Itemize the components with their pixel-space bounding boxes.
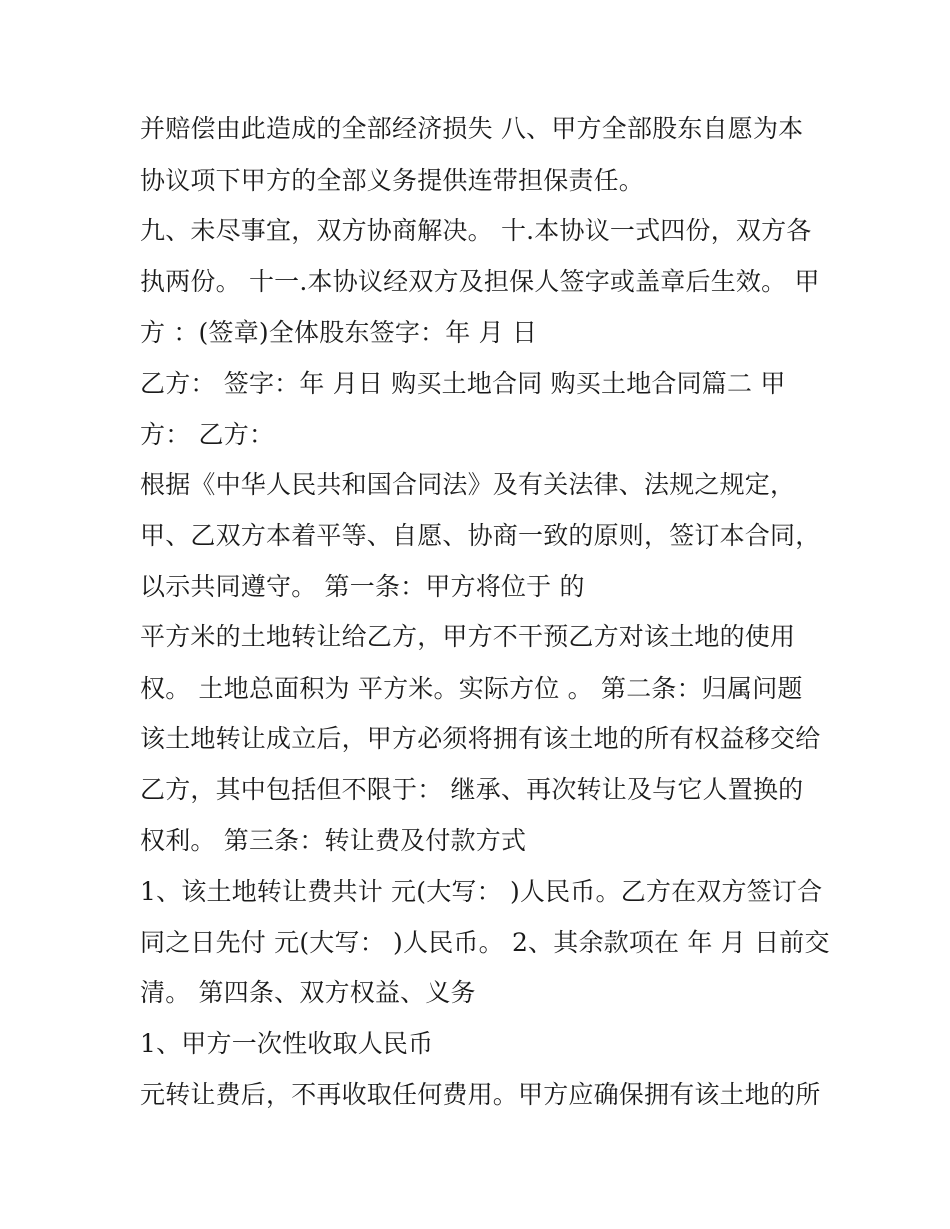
text-line: 执两份。 十一.本协议经双方及担保人签字或盖章后生效。 甲	[140, 267, 820, 296]
text-line: 方 ：(签章)全体股东签字：年 月 日	[140, 318, 538, 347]
text-line: 权利。 第三条：转让费及付款方式	[140, 826, 527, 855]
text-line: 协议项下甲方的全部义务提供连带担保责任。	[140, 166, 645, 195]
text-line: 以示共同遵守。 第一条：甲方将位于 的	[140, 572, 585, 601]
text-line: 九、未尽事宜，双方协商解决。 十.本协议一式四份，双方各	[140, 216, 812, 245]
text-line: 平方米的土地转让给乙方，甲方不干预乙方对该土地的使用	[140, 622, 796, 651]
text-line: 清。 第四条、双方权益、义务	[140, 978, 476, 1007]
text-line: 甲、乙双方本着平等、自愿、协商一致的原则，签订本合同，	[140, 521, 821, 550]
text-line: 并赔偿由此造成的全部经济损失 八、甲方全部股东自愿为本	[140, 114, 804, 143]
text-line: 乙方，其中包括但不限于： 继承、再次转让及与它人置换的	[140, 775, 804, 804]
text-line: 1、该土地转让费共计 元(大写： )人民币。乙方在双方签订合	[140, 877, 823, 906]
text-line: 同之日先付 元(大写： )人民币。 2、其余款项在 年 月 日前交	[140, 928, 830, 957]
text-line: 乙方： 签字：年 月日 购买土地合同 购买土地合同篇二 甲	[140, 369, 786, 398]
text-line: 1、甲方一次性收取人民币	[140, 1029, 434, 1058]
text-line: 方： 乙方：	[140, 420, 275, 449]
text-line: 元转让费后，不再收取任何费用。甲方应确保拥有该土地的所	[140, 1080, 821, 1109]
text-line: 根据《中华人民共和国合同法》及有关法律、法规之规定，	[140, 470, 796, 499]
text-line: 该土地转让成立后，甲方必须将拥有该土地的所有权益移交给	[140, 724, 821, 753]
text-line: 权。 土地总面积为 平方米。实际方位 。 第二条：归属问题	[140, 674, 803, 703]
